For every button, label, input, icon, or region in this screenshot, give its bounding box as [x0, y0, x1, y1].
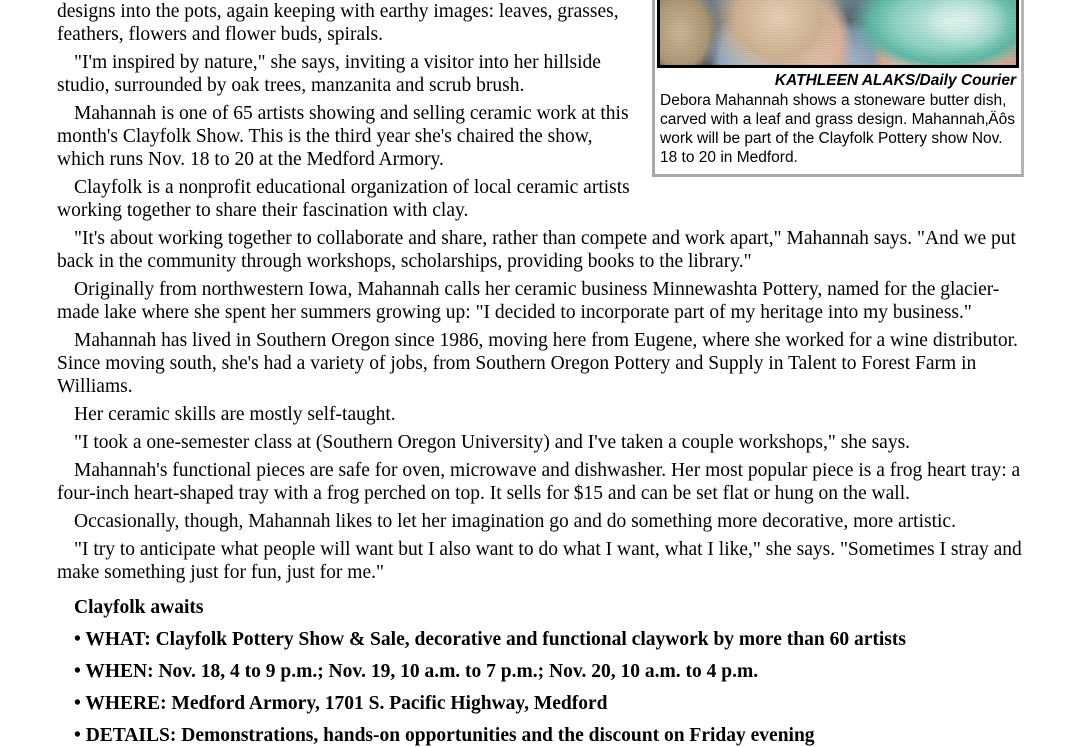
fact-box-item-where: • WHERE: Medford Armory, 1701 S. Pacific Highway, Medford [74, 693, 608, 714]
article-paragraph: "I'm inspired by nature," she says, inviting a visitor into her hillside studio, surrounded by oak trees, manzanita and scrub brush. [57, 52, 601, 96]
article-paragraph: "I try to anticipate what people will want but I also want to do what I want, what I like," she says. "Sometimes I stray and make something just for fun, just for me." [57, 539, 1022, 583]
article-paragraph: Clayfolk is a nonprofit educational organization of local ceramic artists working together to share their fascination with clay. [57, 177, 630, 221]
photo-caption-block [652, 0, 1024, 177]
article-paragraph: Occasionally, though, Mahannah likes to let her imagination go and do something more decorative, more artistic. [74, 511, 956, 532]
fact-box-item-details: • DETAILS: Demonstrations, hands-on opportunities and the discount on Friday evening [74, 725, 815, 746]
photo-credit: KATHLEEN ALAKS/Daily Courier [774, 72, 1016, 89]
article-paragraph: Originally from northwestern Iowa, Mahannah calls her ceramic business Minnewashta Pottery, named for the glacier-made lake where she spent her summers growing up: "I decided to incorporate part of my heritage into my business." [57, 279, 1000, 323]
photo-caption-text: Debora Mahannah shows a stoneware butter dish, carved with a leaf and grass design. Mahannah‚Äôs work will be part of the Clayfolk Pottery show Nov. 18 to 20 in Medford. [660, 91, 1015, 166]
article-paragraph: Mahannah has lived in Southern Oregon since 1986, moving here from Eugene, where she worked for a wine distributor. Since moving south, she's had a variety of jobs, from Southern Oregon Pottery and Supply in Talent to Forest Farm in Williams. [57, 330, 1018, 397]
article-paragraph: "It's about working together to collaborate and share, rather than compete and work apart," Mahannah says. "And we put back in the community through workshops, scholarships, providing books to the library." [57, 228, 1016, 272]
article-photo [660, 0, 1016, 65]
article-paragraph: Her ceramic skills are mostly self-taught. [74, 404, 396, 425]
article-paragraph: designs into the pots, again keeping with earthy images: leaves, grasses, feathers, flowers and flower buds, spirals. [57, 1, 619, 45]
photo-caption [655, 68, 1021, 174]
fact-box-item-when: • WHEN: Nov. 18, 4 to 9 p.m.; Nov. 19, 10 a.m. to 7 p.m.; Nov. 20, 10 a.m. to 4 p.m. [74, 661, 759, 682]
article-paragraph: Mahannah's functional pieces are safe for oven, microwave and dishwasher. Her most popular piece is a frog heart tray: a four-inch heart-shaped tray with a frog perched on top. It sells for $15 and can be set flat or hung on the wall. [57, 460, 1021, 504]
photo-frame [657, 0, 1019, 68]
article-paragraph: Mahannah is one of 65 artists showing and selling ceramic work at this month's Clayfolk Show. This is the third year she's chaired the show, which runs Nov. 18 to 20 at the Medford Armory. [57, 103, 629, 170]
fact-box [57, 596, 1024, 747]
fact-box-heading: Clayfolk awaits [74, 597, 204, 618]
fact-box-item-what: • WHAT: Clayfolk Pottery Show & Sale, decorative and functional claywork by more than 60 artists [74, 629, 906, 650]
article-paragraph: "I took a one-semester class at (Southern Oregon University) and I've taken a couple workshops," she says. [74, 432, 911, 453]
